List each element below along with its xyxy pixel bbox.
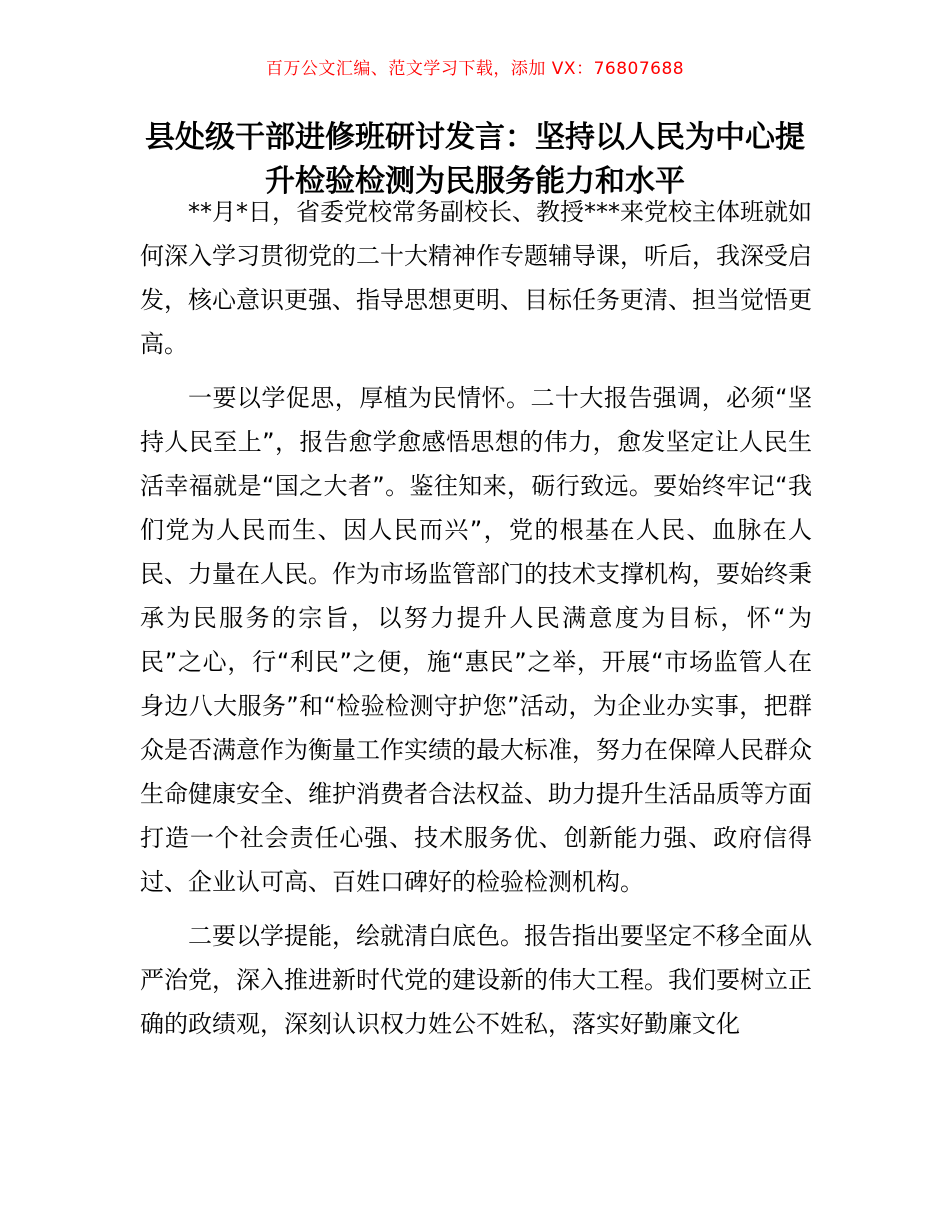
paragraph-intro: **月*日，省委党校常务副校长、教授***来党校主体班就如何深入学习贯彻党的二十大精神作专题辅导课，听后，我深受启发，核心意识更强、指导思想更明、目标任务更清、担当觉悟更高。 — [140, 198, 812, 358]
document-body — [140, 190, 812, 1056]
paragraph-point-one: 一要以学促思，厚植为民情怀。二十大报告强调，必须“坚持人民至上”，报告愈学愈感悟思想的伟力，愈发坚定让人民生活幸福就是“国之大者”。鉴往知来，砺行致远。要始终牢记“我们党为人民而生、因人民而兴”，党的根基在人民、血脉在人民、力量在人民。作为市场监管部门的技术支撑机构，要始终秉承为民服务的宗旨，以努力提升人民满意度为目标，怀“为民”之心，行“利民”之便，施“惠民”之举，开展“市场监管人在身边八大服务”和“检验检测守护您”活动，为企业办实事，把群众是否满意作为衡量工作实绩的最大标准，努力在保障人民群众生命健康安全、维护消费者合法权益、助力提升生活品质等方面打造一个社会责任心强、技术服务优、创新能力强、政府信得过、企业认可高、百姓口碑好的检验检测机构。 — [140, 384, 812, 896]
document-title: 县处级干部进修班研讨发言：坚持以人民为中心提升检验检测为民服务能力和水平 — [145, 120, 805, 199]
paragraph-point-two: 二要以学提能，绘就清白底色。报告指出要坚定不移全面从严治党，深入推进新时代党的建设新的伟大工程。我们要树立正确的政绩观，深刻认识权力姓公不姓私，落实好勤廉文化 — [140, 922, 812, 1038]
header-banner: 百万公文汇编、范文学习下载，添加 VX：76807688 — [265, 59, 685, 79]
